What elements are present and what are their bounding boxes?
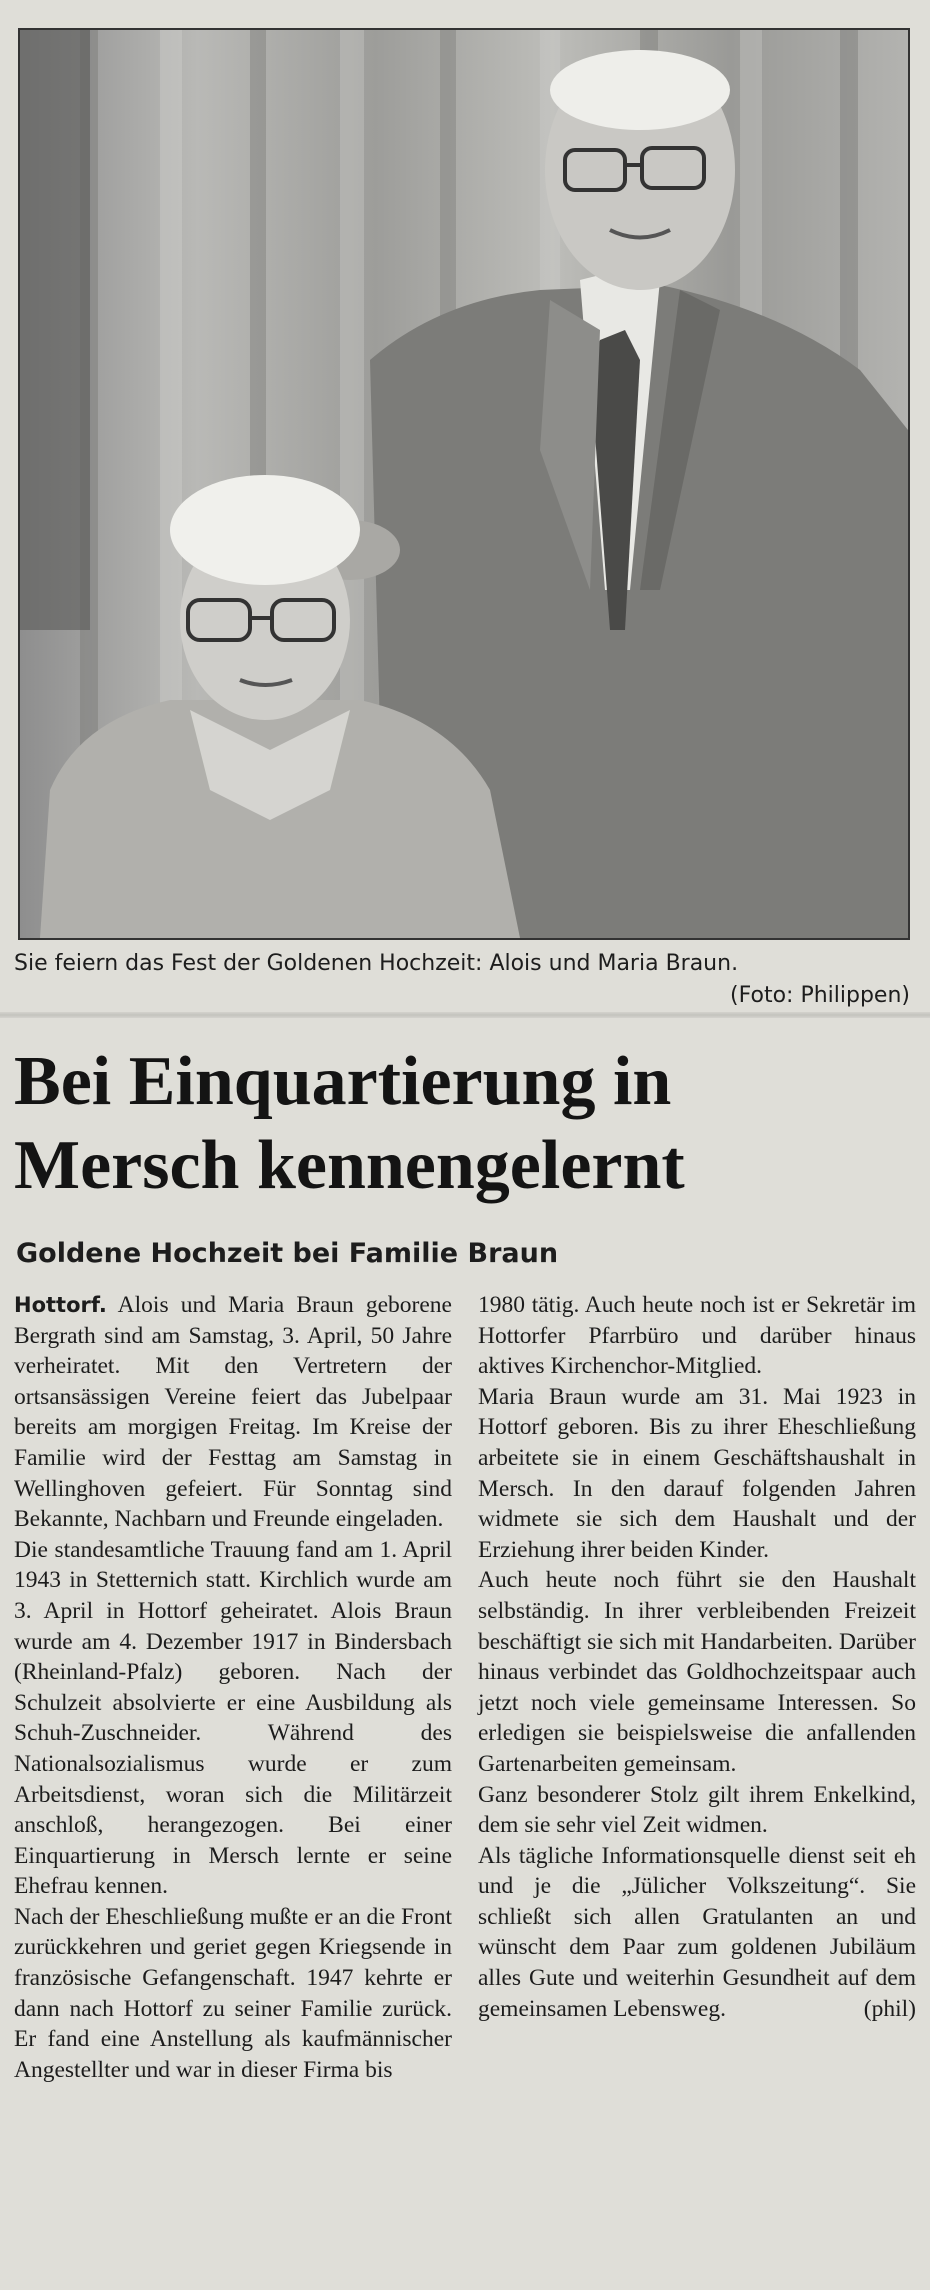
paragraph: [14, 1290, 452, 1535]
page-fold: [0, 1012, 930, 1018]
paragraph: 1980 tätig. Auch heute noch ist er Sekretär im Hottorfer Pfarrbüro und darüber hinaus aktives Kirchenchor-Mitglied.: [478, 1292, 916, 1380]
paragraph: Ganz besonderer Stolz gilt ihrem Enkelkind, dem sie sehr viel Zeit widmen.: [478, 1781, 916, 1839]
paragraph: Die standesamtliche Trauung fand am 1. April 1943 in Stetternich statt. Kirchlich wurde am 3. April in Hottorf geheiratet. Alois Braun wurde am 4. Dezember 1917 in Bindersbach (Rheinland-Pfalz) geboren. Nach der Schulzeit absolvierte er eine Ausbildung als Schuh-Zuschneider. Während des Nationalsozialismus wurde er zum Arbeitsdienst, woran sich die Militärzeit anschloß, herangezogen. Bei einer Einquartierung in Mersch lernte er seine Ehefrau kennen.: [14, 1536, 452, 1900]
article-column-right: [478, 1290, 916, 2024]
photo-credit: (Foto: Philippen): [730, 983, 910, 1008]
headline-line-2: Mersch kennengelernt: [14, 1127, 685, 1204]
portrait-photo: [18, 28, 910, 940]
caption-text: Sie feiern das Fest der Goldenen Hochzeit: Alois und Maria Braun.: [14, 951, 739, 976]
dateline: Hottorf.: [14, 1293, 107, 1317]
paragraph: [478, 1841, 916, 2025]
paragraph: Nach der Eheschließung mußte er an die Front zurückkehren und geriet gegen Kriegsende in französische Gefangenschaft. 1947 kehrte er dann nach Hottorf zu seiner Familie zurück. Er fand eine Anstellung als kaufmännischer Angestellter und war in dieser Firma bis: [14, 1903, 452, 2083]
subheadline: Goldene Hochzeit bei Familie Braun: [16, 1238, 559, 1269]
paragraph: Maria Braun wurde am 31. Mai 1923 in Hottorf geboren. Bis zu ihrer Eheschließung arbeitete sie in einem Geschäftshaushalt in Mersch. In den darauf folgenden Jahren widmete sie sich dem Haushalt und der Erziehung ihrer beiden Kinder.: [478, 1383, 916, 1563]
photo-illustration: [20, 30, 908, 938]
paragraph-text: Alois und Maria Braun geborene Bergrath sind am Samstag, 3. April, 50 Jahre verheiratet. Mit den Vertretern der ortsansässigen Vereine feiert das Jubelpaar bereits am morgigen Freitag. Im Kreise der Familie wird der Festtag am Samstag in Wellinghoven gefeiert. Für Sonntag sind Bekannte, Nachbarn und Freunde eingeladen.: [14, 1292, 452, 1533]
headline-line-1: Bei Einquartierung in: [14, 1043, 672, 1120]
headline: [14, 1040, 914, 1208]
paragraph: Auch heute noch führt sie den Haushalt selbständig. In ihrer verbleibenden Freizeit beschäftigt sie sich mit Handarbeiten. Darüber hinaus verbindet das Goldhochzeitspaar auch jetzt noch viele gemeinsame Interessen. So erledigen sie beispielsweise die anfallenden Gartenarbeiten gemeinsam.: [478, 1567, 916, 1777]
paragraph-text: Als tägliche Informationsquelle dienst seit eh und je die „Jülicher Volkszeitung“. Sie schließt sich allen Gratulanten an und wünscht dem Paar zum goldenen Jubiläum alles Gute und weiterhin Gesundheit auf dem gemeinsamen Lebensweg.: [478, 1842, 916, 2022]
photo-caption: [14, 948, 916, 1012]
article-column-left: [14, 1290, 452, 2085]
author-signature: (phil): [863, 1995, 916, 2022]
